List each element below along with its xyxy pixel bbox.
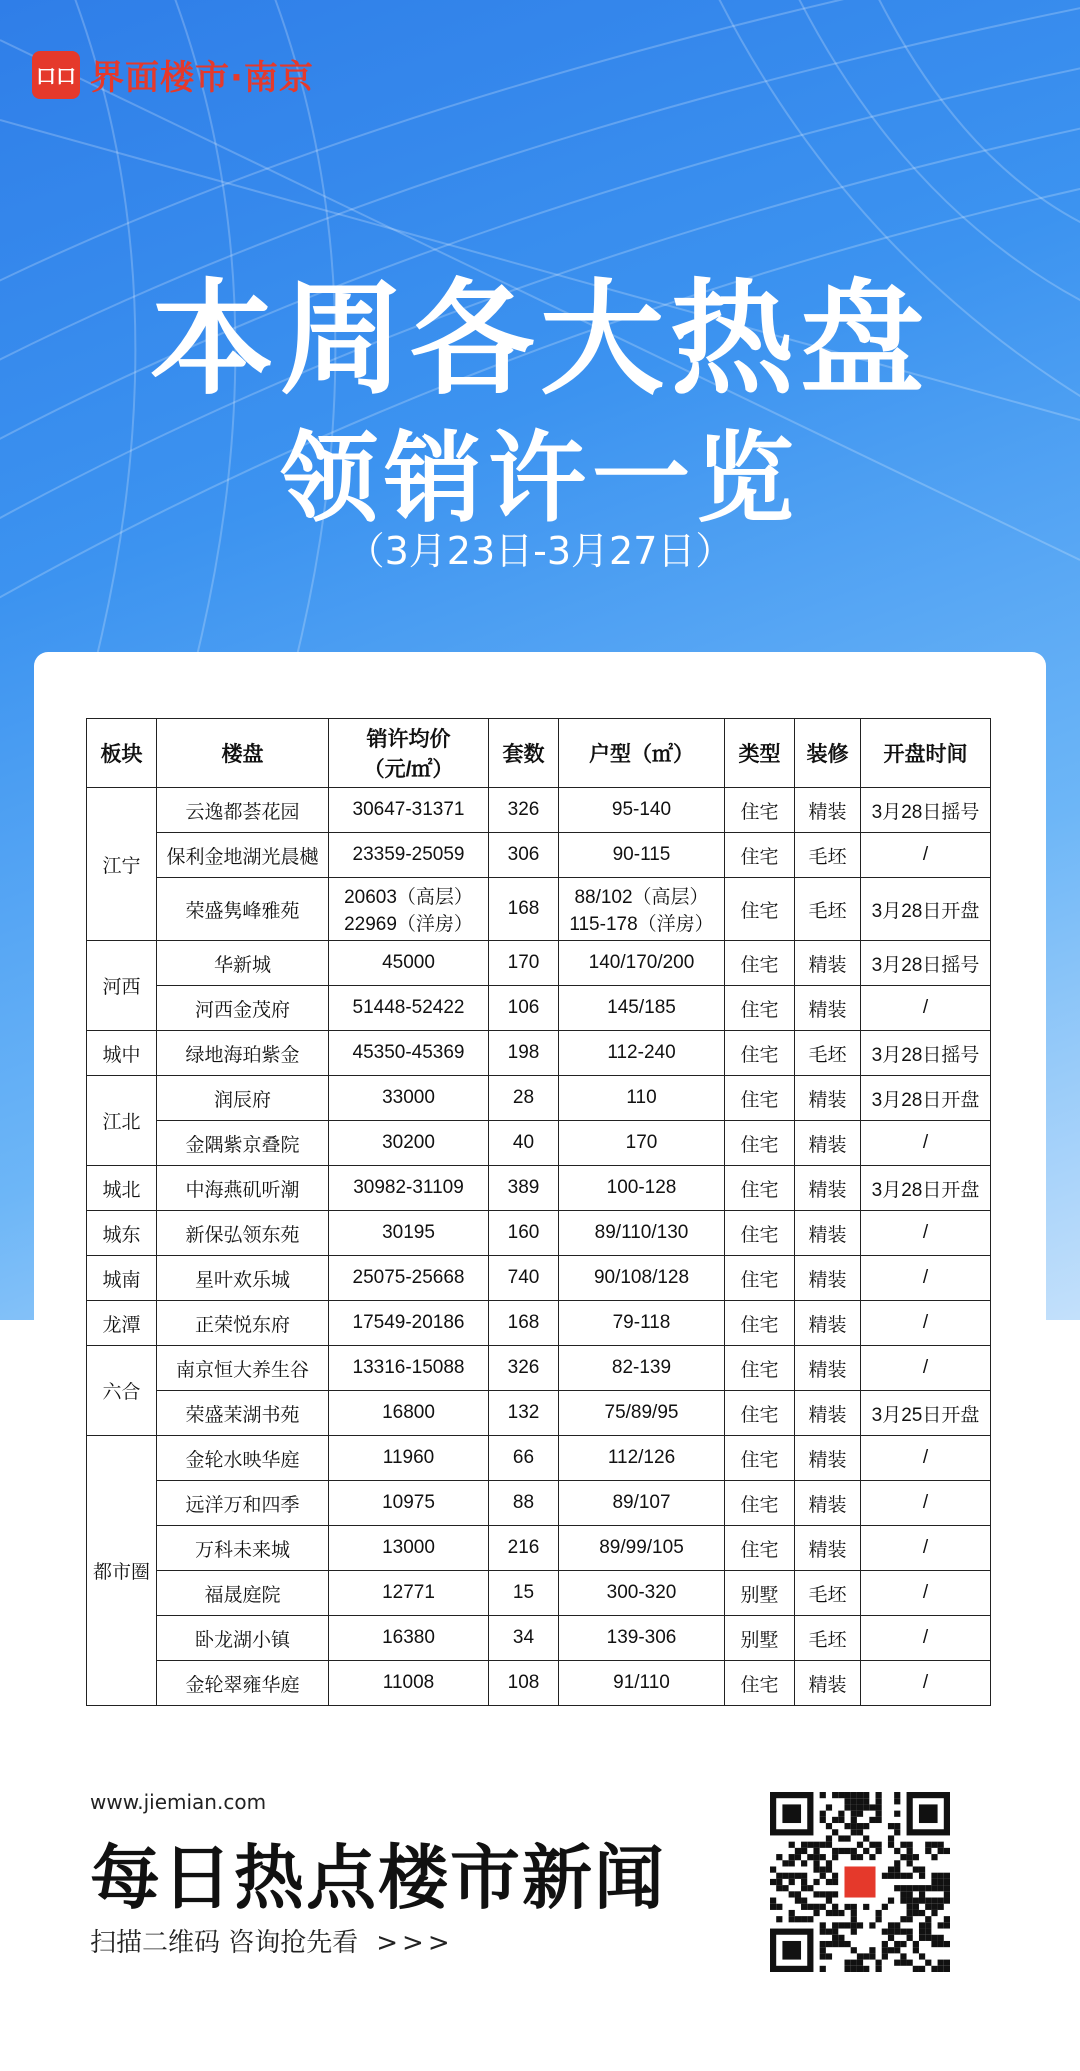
- units-cell: 740: [489, 1256, 559, 1301]
- table-row: [87, 1481, 991, 1526]
- project-cell: 远洋万和四季: [157, 1481, 329, 1526]
- size-cell: 91/110: [559, 1661, 725, 1706]
- website-url[interactable]: www.jiemian.com: [90, 1790, 267, 1814]
- column-header: 装修: [795, 719, 861, 788]
- project-cell: 万科未来城: [157, 1526, 329, 1571]
- price-cell: 11960: [329, 1436, 489, 1481]
- price-cell: 20603（高层） 22969（洋房）: [329, 878, 489, 941]
- project-cell: 华新城: [157, 941, 329, 986]
- footer: [0, 1752, 1080, 2071]
- size-cell: 88/102（高层） 115-178（洋房）: [559, 878, 725, 941]
- type-cell: 住宅: [725, 1526, 795, 1571]
- district-cell: 河西: [87, 941, 157, 1031]
- project-cell: 金轮水映华庭: [157, 1436, 329, 1481]
- size-cell: 112-240: [559, 1031, 725, 1076]
- finish-cell: 精装: [795, 986, 861, 1031]
- finish-cell: 毛坯: [795, 1571, 861, 1616]
- finish-cell: 精装: [795, 1481, 861, 1526]
- table-row: [87, 1211, 991, 1256]
- table-row: [87, 1571, 991, 1616]
- table-row: [87, 1391, 991, 1436]
- finish-cell: 精装: [795, 1346, 861, 1391]
- footer-slogan: 每日热点楼市新闻: [90, 1837, 666, 1919]
- finish-cell: 精装: [795, 1256, 861, 1301]
- finish-cell: 精装: [795, 1391, 861, 1436]
- size-cell: 75/89/95: [559, 1391, 725, 1436]
- open-cell: /: [861, 1571, 991, 1616]
- project-cell: 云逸都荟花园: [157, 788, 329, 833]
- project-cell: 星叶欢乐城: [157, 1256, 329, 1301]
- district-cell: 城北: [87, 1166, 157, 1211]
- scan-prompt: [90, 1922, 454, 1959]
- table-row: [87, 1076, 991, 1121]
- sub-title: 领销许一览: [279, 422, 800, 536]
- finish-cell: 精装: [795, 1526, 861, 1571]
- open-cell: 3月28日开盘: [861, 878, 991, 941]
- qr-code-icon[interactable]: [770, 1792, 950, 1972]
- project-cell: 荣盛隽峰雅苑: [157, 878, 329, 941]
- units-cell: 306: [489, 833, 559, 878]
- finish-cell: 精装: [795, 1661, 861, 1706]
- table-row: [87, 788, 991, 833]
- price-cell: 51448-52422: [329, 986, 489, 1031]
- column-header: 套数: [489, 719, 559, 788]
- size-cell: 300-320: [559, 1571, 725, 1616]
- price-cell: 13316-15088: [329, 1346, 489, 1391]
- price-cell: 17549-20186: [329, 1301, 489, 1346]
- column-header: 开盘时间: [861, 719, 991, 788]
- table-row: [87, 1526, 991, 1571]
- size-cell: 89/107: [559, 1481, 725, 1526]
- size-cell: 139-306: [559, 1616, 725, 1661]
- brand-header: [32, 50, 314, 99]
- type-cell: 住宅: [725, 1256, 795, 1301]
- open-cell: /: [861, 1526, 991, 1571]
- district-cell: 六合: [87, 1346, 157, 1436]
- size-cell: 112/126: [559, 1436, 725, 1481]
- type-cell: 住宅: [725, 1391, 795, 1436]
- price-cell: 30195: [329, 1211, 489, 1256]
- type-cell: 别墅: [725, 1571, 795, 1616]
- project-cell: 金轮翠雍华庭: [157, 1661, 329, 1706]
- size-cell: 140/170/200: [559, 941, 725, 986]
- open-cell: /: [861, 1301, 991, 1346]
- table-row: [87, 878, 991, 941]
- type-cell: 住宅: [725, 1211, 795, 1256]
- open-cell: /: [861, 1481, 991, 1526]
- size-cell: 170: [559, 1121, 725, 1166]
- finish-cell: 毛坯: [795, 833, 861, 878]
- type-cell: 别墅: [725, 1616, 795, 1661]
- size-cell: 110: [559, 1076, 725, 1121]
- open-cell: /: [861, 1256, 991, 1301]
- type-cell: 住宅: [725, 878, 795, 941]
- price-cell: 10975: [329, 1481, 489, 1526]
- price-cell: 11008: [329, 1661, 489, 1706]
- units-cell: 170: [489, 941, 559, 986]
- column-header: 户型（㎡）: [559, 719, 725, 788]
- scan-text: 扫描二维码 咨询抢先看: [90, 1928, 359, 1958]
- open-cell: 3月28日开盘: [861, 1166, 991, 1211]
- brand-name: 界面楼市·南京: [90, 58, 314, 98]
- price-cell: 30647-31371: [329, 788, 489, 833]
- column-header: 类型: [725, 719, 795, 788]
- open-cell: /: [861, 1346, 991, 1391]
- project-cell: 荣盛茉湖书苑: [157, 1391, 329, 1436]
- size-cell: 90-115: [559, 833, 725, 878]
- type-cell: 住宅: [725, 1301, 795, 1346]
- finish-cell: 精装: [795, 1076, 861, 1121]
- district-cell: 城东: [87, 1211, 157, 1256]
- price-cell: 33000: [329, 1076, 489, 1121]
- size-cell: 90/108/128: [559, 1256, 725, 1301]
- finish-cell: 精装: [795, 941, 861, 986]
- price-cell: 12771: [329, 1571, 489, 1616]
- open-cell: 3月28日开盘: [861, 1076, 991, 1121]
- project-cell: 绿地海珀紫金: [157, 1031, 329, 1076]
- table-row: [87, 1031, 991, 1076]
- table-row: [87, 1436, 991, 1481]
- size-cell: 89/110/130: [559, 1211, 725, 1256]
- size-cell: 79-118: [559, 1301, 725, 1346]
- open-cell: /: [861, 1436, 991, 1481]
- open-cell: 3月25日开盘: [861, 1391, 991, 1436]
- type-cell: 住宅: [725, 833, 795, 878]
- units-cell: 28: [489, 1076, 559, 1121]
- open-cell: /: [861, 1121, 991, 1166]
- open-cell: /: [861, 1211, 991, 1256]
- price-cell: 30982-31109: [329, 1166, 489, 1211]
- type-cell: 住宅: [725, 1481, 795, 1526]
- table-row: [87, 1661, 991, 1706]
- finish-cell: 精装: [795, 1211, 861, 1256]
- district-cell: 城南: [87, 1256, 157, 1301]
- table-row: [87, 1616, 991, 1661]
- arrows: >>>: [376, 1928, 454, 1958]
- units-cell: 132: [489, 1391, 559, 1436]
- units-cell: 160: [489, 1211, 559, 1256]
- size-cell: 145/185: [559, 986, 725, 1031]
- units-cell: 88: [489, 1481, 559, 1526]
- price-cell: 45000: [329, 941, 489, 986]
- price-cell: 13000: [329, 1526, 489, 1571]
- district-cell: 都市圈: [87, 1436, 157, 1706]
- table-row: [87, 1166, 991, 1211]
- units-cell: 108: [489, 1661, 559, 1706]
- project-cell: 中海燕矶听潮: [157, 1166, 329, 1211]
- table-row: [87, 833, 991, 878]
- price-cell: 16380: [329, 1616, 489, 1661]
- units-cell: 389: [489, 1166, 559, 1211]
- price-cell: 23359-25059: [329, 833, 489, 878]
- type-cell: 住宅: [725, 1436, 795, 1481]
- finish-cell: 精装: [795, 1301, 861, 1346]
- finish-cell: 精装: [795, 1121, 861, 1166]
- district-cell: 江宁: [87, 788, 157, 941]
- column-header: 楼盘: [157, 719, 329, 788]
- type-cell: 住宅: [725, 1661, 795, 1706]
- table-row: [87, 1346, 991, 1391]
- jiemian-logo-icon: 口口: [32, 51, 80, 99]
- open-cell: /: [861, 1661, 991, 1706]
- type-cell: 住宅: [725, 1076, 795, 1121]
- open-cell: 3月28日摇号: [861, 941, 991, 986]
- project-cell: 卧龙湖小镇: [157, 1616, 329, 1661]
- units-cell: 66: [489, 1436, 559, 1481]
- size-cell: 95-140: [559, 788, 725, 833]
- finish-cell: 精装: [795, 1166, 861, 1211]
- price-cell: 45350-45369: [329, 1031, 489, 1076]
- open-cell: 3月28日摇号: [861, 1031, 991, 1076]
- price-cell: 25075-25668: [329, 1256, 489, 1301]
- table-row: [87, 1301, 991, 1346]
- project-cell: 福晟庭院: [157, 1571, 329, 1616]
- project-cell: 正荣悦东府: [157, 1301, 329, 1346]
- district-cell: 城中: [87, 1031, 157, 1076]
- open-cell: 3月28日摇号: [861, 788, 991, 833]
- main-title: 本周各大热盘: [149, 268, 930, 412]
- finish-cell: 毛坯: [795, 878, 861, 941]
- units-cell: 15: [489, 1571, 559, 1616]
- units-cell: 326: [489, 1346, 559, 1391]
- finish-cell: 毛坯: [795, 1616, 861, 1661]
- size-cell: 89/99/105: [559, 1526, 725, 1571]
- type-cell: 住宅: [725, 986, 795, 1031]
- column-header: 板块: [87, 719, 157, 788]
- units-cell: 198: [489, 1031, 559, 1076]
- table-row: [87, 986, 991, 1031]
- project-cell: 河西金茂府: [157, 986, 329, 1031]
- units-cell: 168: [489, 1301, 559, 1346]
- column-header: 销许均价 （元/㎡）: [329, 719, 489, 788]
- type-cell: 住宅: [725, 1346, 795, 1391]
- size-cell: 82-139: [559, 1346, 725, 1391]
- district-cell: 江北: [87, 1076, 157, 1166]
- units-cell: 40: [489, 1121, 559, 1166]
- type-cell: 住宅: [725, 788, 795, 833]
- units-cell: 34: [489, 1616, 559, 1661]
- open-cell: /: [861, 833, 991, 878]
- units-cell: 216: [489, 1526, 559, 1571]
- table-row: [87, 941, 991, 986]
- table-row: [87, 1121, 991, 1166]
- type-cell: 住宅: [725, 941, 795, 986]
- finish-cell: 精装: [795, 1436, 861, 1481]
- project-cell: 新保弘领东苑: [157, 1211, 329, 1256]
- units-cell: 168: [489, 878, 559, 941]
- type-cell: 住宅: [725, 1121, 795, 1166]
- price-cell: 16800: [329, 1391, 489, 1436]
- district-cell: 龙潭: [87, 1301, 157, 1346]
- project-cell: 润辰府: [157, 1076, 329, 1121]
- project-cell: 南京恒大养生谷: [157, 1346, 329, 1391]
- project-cell: 保利金地湖光晨樾: [157, 833, 329, 878]
- project-cell: 金隅紫京叠院: [157, 1121, 329, 1166]
- open-cell: /: [861, 1616, 991, 1661]
- type-cell: 住宅: [725, 1166, 795, 1211]
- size-cell: 100-128: [559, 1166, 725, 1211]
- price-cell: 30200: [329, 1121, 489, 1166]
- units-cell: 326: [489, 788, 559, 833]
- type-cell: 住宅: [725, 1031, 795, 1076]
- open-cell: /: [861, 986, 991, 1031]
- sales-permit-table: [86, 718, 991, 1706]
- table-header-row: [87, 719, 991, 788]
- finish-cell: 毛坯: [795, 1031, 861, 1076]
- units-cell: 106: [489, 986, 559, 1031]
- finish-cell: 精装: [795, 788, 861, 833]
- table-row: [87, 1256, 991, 1301]
- date-range: （3月23日-3月27日）: [346, 529, 734, 573]
